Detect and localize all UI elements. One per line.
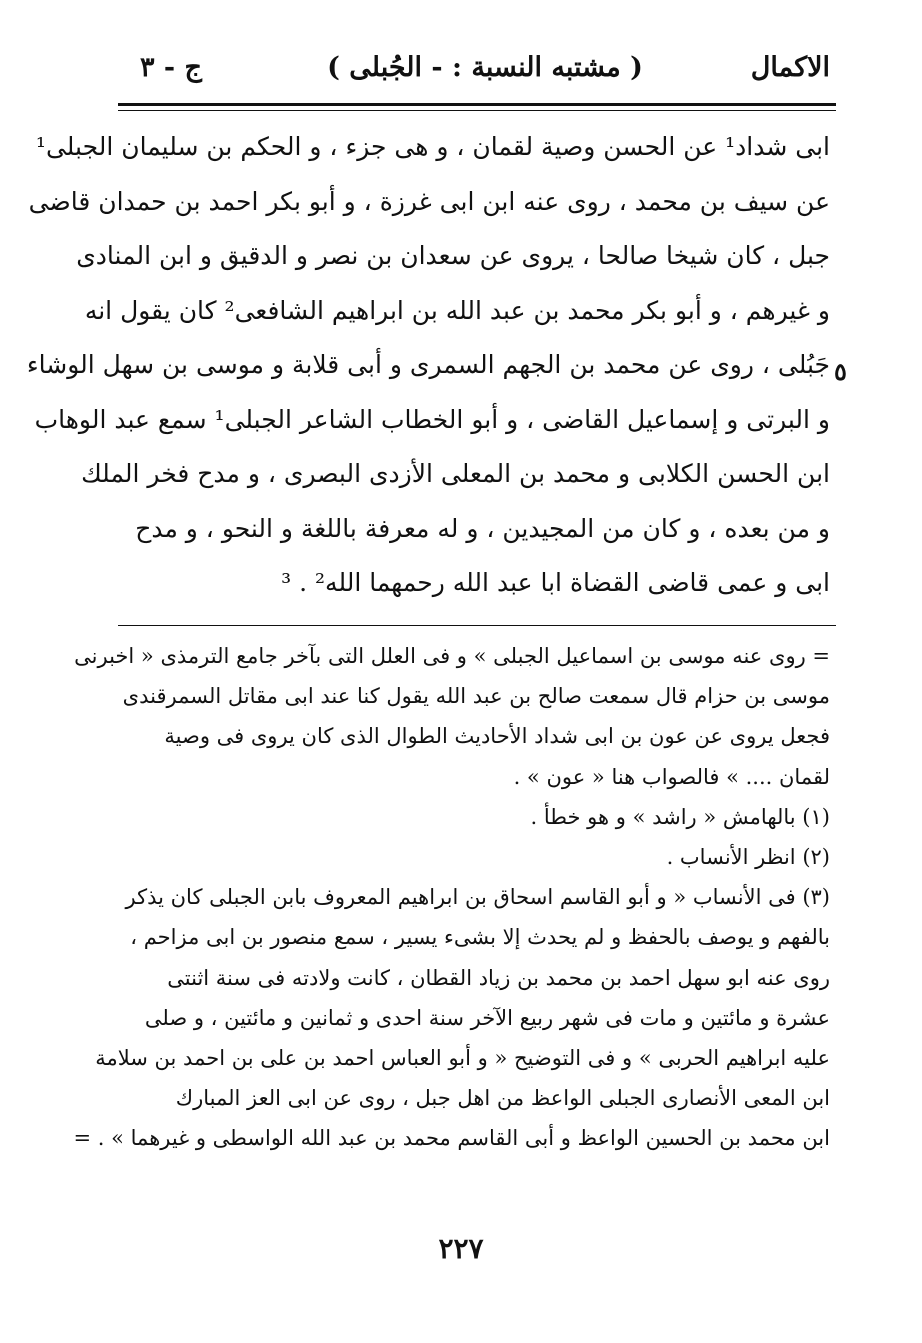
- text-line: عن سيف بن محمد ، روى عنه ابن ابى غرزة ، و أبو بكر احمد بن حمدان قاضى: [28, 186, 830, 216]
- page-number: ٢٢٧: [438, 1232, 484, 1265]
- header-rule-thin: [118, 110, 836, 111]
- footnotes: [73, 636, 830, 1158]
- text-line: و البرتى و إسماعيل القاضى ، و أبو الخطاب الشاعر الجبلى¹ سمع عبد الوهاب: [34, 404, 830, 434]
- text-line: ابى شداد¹ عن الحسن وصية لقمان ، و هى جزء ، و الحكم بن سليمان الجبلى¹: [35, 132, 830, 161]
- text-line: جبل ، كان شيخا صالحا ، يروى عن سعدان بن نصر و الدقيق و ابن المنادى: [76, 241, 830, 270]
- running-header: [140, 52, 830, 102]
- footnote-line: ابن المعى الأنصارى الجبلى الواعظ من اهل جبل ، روى عن ابى العز المبارك: [175, 1086, 830, 1111]
- footnote-line: = روى عنه موسى بن اسماعيل الجبلى » و فى العلل التى بآخر جامع الترمذى « اخبرنى: [74, 644, 830, 668]
- header-rule-thick: [118, 103, 836, 106]
- footnote-line: عليه ابراهيم الحربى » و فى التوضيح « و أبو العباس احمد بن على بن احمد بن سلامة: [95, 1045, 830, 1070]
- footnote-line: روى عنه ابو سهل احمد بن محمد بن زياد القطان ، كانت ولادته فى سنة اثنتى: [167, 965, 830, 990]
- line-number-marker: ٥: [834, 357, 847, 386]
- text-line: و غيرهم ، و أبو بكر محمد بن عبد الله بن ابراهيم الشافعى² كان يقول انه: [84, 295, 830, 325]
- text-line: و من بعده ، و كان من المجيدين ، و له معرفة باللغة و النحو ، و مدح: [135, 513, 830, 543]
- footnote-line: ابن محمد بن الحسين الواعظ و أبى القاسم محمد بن عبد الله الواسطى و غيرهما » . =: [73, 1126, 830, 1151]
- footnote-line: لقمان .... » فالصواب هنا « عون » .: [513, 764, 830, 789]
- footnote-line: عشرة و مائتين و مات فى شهر ربيع الآخر سنة احدى و ثمانين و مائتين ، و صلى: [144, 1005, 830, 1030]
- footnote-line: (١) بالهامش « راشد » و هو خطأ .: [530, 804, 830, 829]
- footnote-separator: [118, 625, 836, 626]
- text-line: جَبُلى ، روى عن محمد بن الجهم السمرى و أبى قلابة و موسى بن سهل الوشاء: [26, 350, 830, 379]
- footnote-line: موسى بن حزام قال سمعت صالح بن عبد الله يقول كنا عند ابى مقاتل السمرقندى: [122, 684, 830, 709]
- header-volume: ج - ٣: [140, 52, 202, 83]
- text-line: ابن الحسن الكلابى و محمد بن المعلى الأزدى البصرى ، و مدح فخر الملك: [81, 459, 830, 488]
- text-line: ابى و عمى قاضى القضاة ابا عبد الله رحمهما الله² . ³: [281, 568, 830, 597]
- footnote-line: فجعل يروى عن عون بن ابى شداد الأحاديث الطوال الذى كان يروى فى وصية: [164, 724, 830, 749]
- main-text: [26, 120, 830, 611]
- footnote-line: بالفهم و يوصف بالحفظ و لم يحدث إلا بشىء يسير ، سمع منصور بن ابى مزاحم ،: [130, 925, 830, 950]
- header-book-title: الاكمال: [750, 52, 830, 83]
- footnote-line: (٣) فى الأنساب « و أبو القاسم اسحاق بن ابراهيم المعروف بابن الجبلى كان يذكر: [125, 885, 830, 910]
- header-section-title: ( مشتبه النسبة : - الجُبلى ): [327, 52, 643, 83]
- footnote-line: (٢) انظر الأنساب .: [666, 844, 830, 869]
